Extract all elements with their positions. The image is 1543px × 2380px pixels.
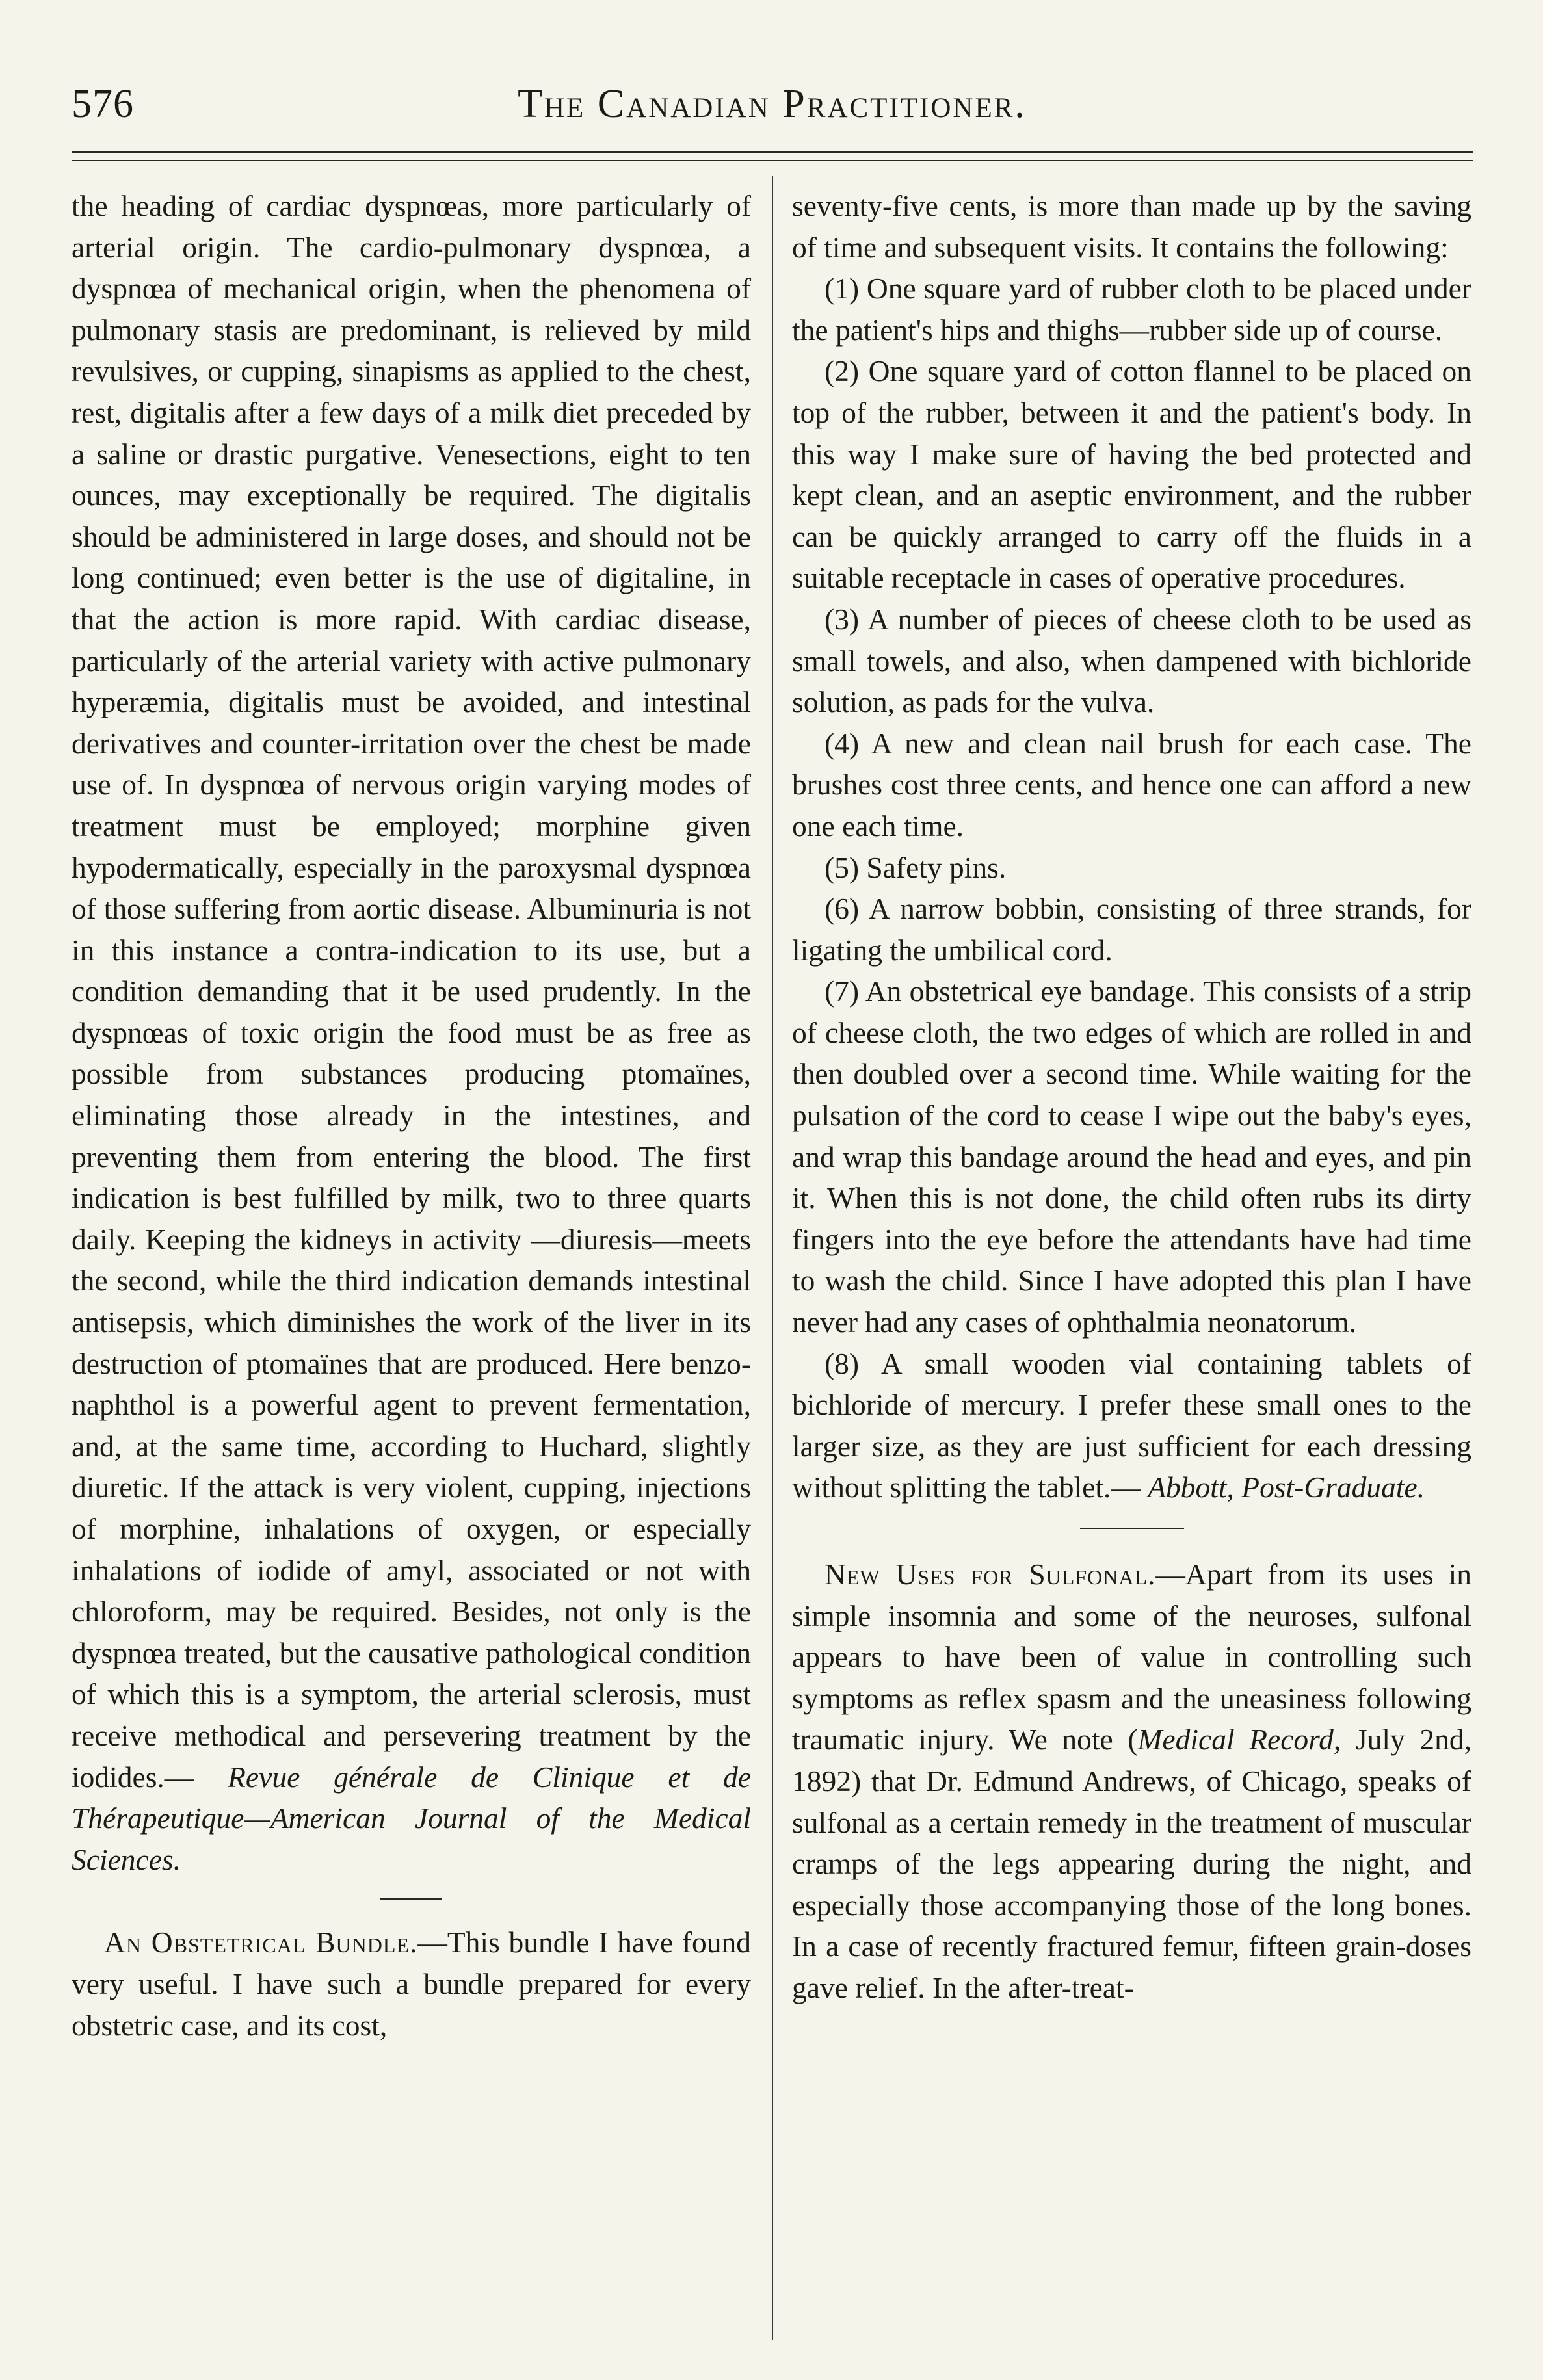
bundle-item: (2) One square yard of cotton flannel to be placed on top of the rubber, between it and the patient's body. In this way I make sure of having the bed protected and kept clean, and an aseptic environment, and the rubber can be quickly arranged to carry off the fluids in a suitable receptacle in cases of operative procedures. <box>792 354 1471 595</box>
dyspnoea-treatment-paragraph <box>72 185 751 1880</box>
obstetrical-bundle-paragraph <box>72 1922 751 2046</box>
obstetrical-bundle-intro: —This bundle I have found very useful. I have such a bundle prepared for every obstetric case, and its cost, <box>72 1926 751 2042</box>
bundle-item: (6) A narrow bobbin, consisting of three strands, for ligating the umbilical cord. <box>792 892 1471 967</box>
bundle-item: (1) One square yard of rubber cloth to be placed under the patient's hips and thighs—rubber side up of course. <box>792 272 1471 347</box>
bundle-item: (3) A number of pieces of cheese cloth to be used as small towels, and also, when dampened with bichloride solution, as pads for the vulva. <box>792 602 1471 719</box>
journal-citation: Revue générale de Clinique et de Thérapeutique—American Journal of the Medical Sciences. <box>72 1760 751 1876</box>
sulfonal-text-2: July 2nd, 1892) that Dr. Edmund Andrews, of Chicago, speaks of sulfonal as a certain remedy in the treatment of muscular cramps of the legs appearing during the night, and especially those accompanying those of the long bones. In a case of recently fractured femur, fifteen grain-doses gave relief. In the after-treat- <box>792 1723 1471 2004</box>
running-title: The Canadian Practitioner. <box>518 82 1027 126</box>
header-rule-thick <box>72 151 1473 153</box>
section-separator <box>1080 1528 1184 1529</box>
obstetrical-bundle-heading: An Obstetrical Bundle. <box>104 1926 418 1959</box>
medical-record-citation: Medical Record, <box>1137 1723 1341 1757</box>
bundle-item-text: (8) A small wooden vial containing tablets of bichloride of mercury. I prefer these small ones to the larger size, as they are just sufficient for each dressing without splitting the tablet.— <box>792 1346 1471 1504</box>
bundle-item-last <box>792 1343 1471 1508</box>
bundle-item: (4) A new and clean nail brush for each case. The brushes cost three cents, and hence one can afford a new one each time. <box>792 726 1471 843</box>
dyspnoea-treatment-text: the heading of cardiac dyspnœas, more particularly of arterial origin. The cardio-pulmonary dyspnœa, a dyspnœa of mechanical origin, when the phenomena of pulmonary stasis are predominant, is relieved by mild revulsives, or cupping, sinapisms as applied to the chest, rest, digitalis after a few days of a milk diet preceded by a saline or drastic purgative. Venesections, eight to ten ounces, may exceptionally be required. The digitalis should be administered in large doses, and should not be long continued; even better is the use of digitaline, in that the action is more rapid. With cardiac disease, particularly of the arterial variety with active pulmonary hyperæmia, digitalis must be avoided, and intestinal derivatives and counter-irritation over the chest be made use of. In dyspnœa of nervous origin varying modes of treatment must be employed; morphine given hypodermatically, especially in the paroxysmal dyspnœa of those suffering from aortic disease. Albuminuria is not in this instance a contra-indication to its use, but a condition demanding that it be used prudently. In the dyspnœas of toxic origin the food must be as free as possible from substances producing ptomaïnes, eliminating those already in the intestines, and preventing them from entering the blood. The first indication is best fulfilled by milk, two to three quarts daily. Keeping the kidneys in activity —diuresis—meets the second, while the third indication demands intestinal antisepsis, which diminishes the work of the liver in its destruction of ptomaïnes that are produced. Here benzo-naphthol is a powerful agent to prevent fermentation, and, at the same time, according to Huchard, slightly diuretic. If the attack is very violent, cupping, injections of morphine, inhalations of oxygen, or especially inhalations of iodide of amyl, associated or not with chloroform, may be required. Besides, not only is the dyspnœa treated, but the causative pathological condition of which this is a symptom, the arterial sclerosis, must receive methodical and persevering treatment by the iodides.— <box>72 189 751 1794</box>
sulfonal-heading: New Uses for Sulfonal. <box>824 1558 1156 1591</box>
right-column <box>792 185 1471 2009</box>
sulfonal-paragraph <box>792 1554 1471 2009</box>
sulfonal-text-1: —Apart from its uses in simple insomnia and some of the neuroses, sulfonal appears to have been of value in controlling such symptoms as reflex spasm and the uneasiness following traumatic injury. We note ( <box>792 1558 1471 1757</box>
page-header <box>72 81 1473 140</box>
left-column <box>72 185 751 2046</box>
bundle-item: (7) An obstetrical eye bandage. This consists of a strip of cheese cloth, the two edges of which are rolled in and then doubled over a second time. While waiting for the pulsation of the cord to cease I wipe out the baby's eyes, and wrap this bandage around the head and eyes, and pin it. When this is not done, the child often rubs its dirty fingers into the eye before the attendants have had time to wash the child. Since I have adopted this plan I have never had any cases of ophthalmia neonatorum. <box>792 974 1471 1339</box>
bundle-continued-paragraph: seventy-five cents, is more than made up by the saving of time and subsequent visits. It contains the following: <box>792 189 1471 264</box>
bundle-item: (5) Safety pins. <box>824 850 1007 884</box>
post-graduate-citation: Abbott, Post-Graduate. <box>1148 1471 1425 1504</box>
column-divider <box>772 176 773 2340</box>
header-rule-thin <box>72 160 1473 161</box>
page-number: 576 <box>72 82 134 126</box>
section-separator <box>380 1898 442 1900</box>
